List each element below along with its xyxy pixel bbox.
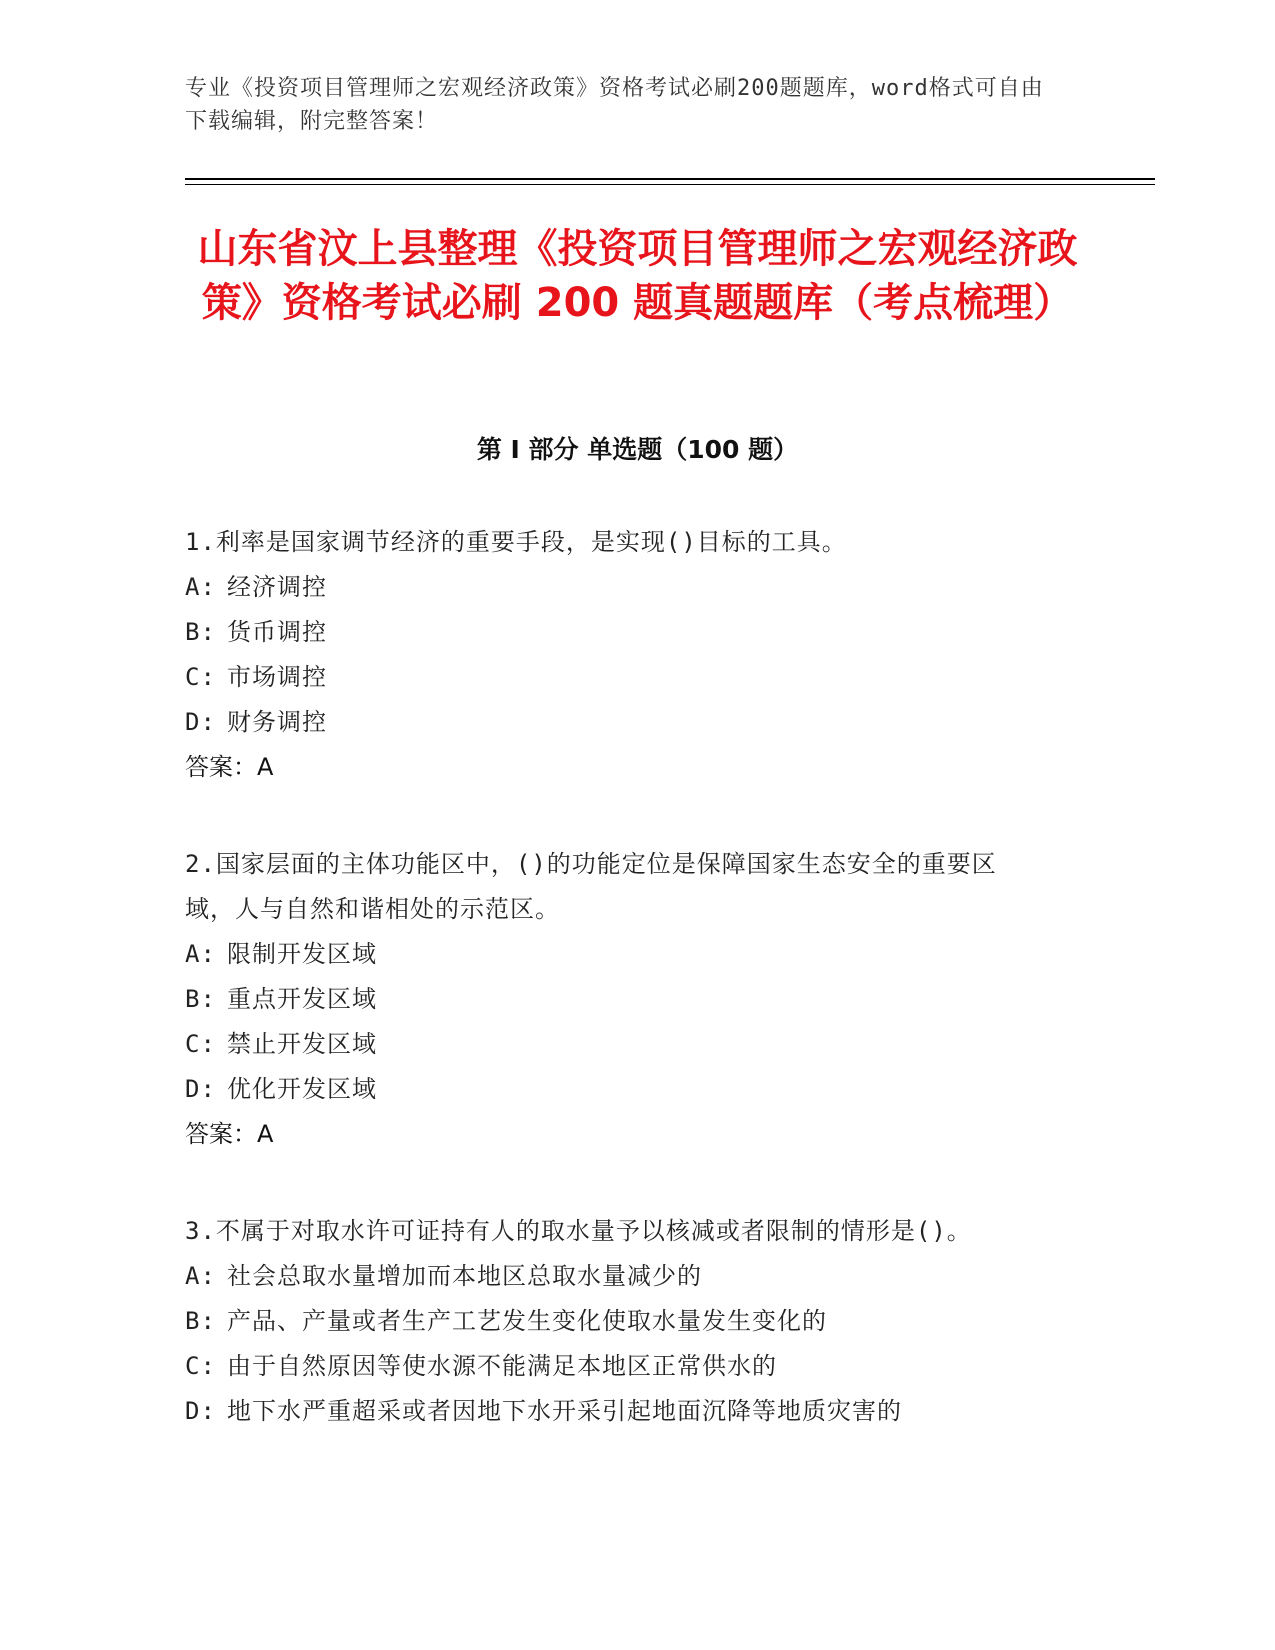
option-b [185,977,1045,1022]
section-title: 第 I 部分 单选题（100 题） [476,435,799,464]
option-key: B: [185,1307,216,1335]
option-c [185,1344,1045,1389]
option-key: A: [185,1262,216,1290]
option-key: B: [185,618,216,646]
question-stem: 1.利率是国家调节经济的重要手段，是实现()目标的工具。 [185,528,847,556]
option-text: 优化开发区域 [227,1075,377,1103]
option-text: 地下水严重超采或者因地下水开采引起地面沉降等地质灾害的 [227,1397,902,1425]
answer: 答案：A [185,753,274,781]
option-key: C: [185,663,216,691]
option-text: 重点开发区域 [227,985,377,1013]
answer: 答案：A [185,1120,274,1148]
option-text: 由于自然原因等使水源不能满足本地区正常供水的 [227,1352,777,1380]
option-text: 财务调控 [227,708,327,736]
option-text: 产品、产量或者生产工艺发生变化使取水量发生变化的 [227,1307,827,1335]
option-text: 限制开发区域 [227,940,377,968]
option-key: A: [185,940,216,968]
option-a [185,932,1045,977]
option-key: B: [185,985,216,1013]
header-divider-thin [185,184,1155,185]
option-d [185,700,1045,745]
option-b [185,1299,1045,1344]
option-b [185,610,1045,655]
header-note: 专业《投资项目管理师之宏观经济政策》资格考试必刷200题题库，word格式可自由下载编辑，附完整答案！ [185,76,1044,134]
question-3 [185,1209,1045,1434]
option-key: D: [185,708,216,736]
header-divider-thick [185,178,1155,180]
option-text: 禁止开发区域 [227,1030,377,1058]
option-key: C: [185,1352,216,1380]
option-key: D: [185,1397,216,1425]
option-c [185,1022,1045,1067]
option-text: 货币调控 [227,618,327,646]
option-text: 经济调控 [227,573,327,601]
option-d [185,1067,1045,1112]
option-key: A: [185,573,216,601]
question-stem: 3.不属于对取水许可证持有人的取水量予以核减或者限制的情形是()。 [185,1217,972,1245]
option-c [185,655,1045,700]
option-text: 市场调控 [227,663,327,691]
question-list [185,520,1045,1486]
option-a [185,1254,1045,1299]
question-2 [185,842,1045,1157]
document-title: 山东省汶上县整理《投资项目管理师之宏观经济政策》资格考试必刷 200 题真题题库（考点梳理） [197,226,1078,326]
option-text: 社会总取水量增加而本地区总取水量减少的 [227,1262,702,1290]
option-d [185,1389,1045,1434]
option-key: D: [185,1075,216,1103]
option-key: C: [185,1030,216,1058]
option-a [185,565,1045,610]
question-stem: 2.国家层面的主体功能区中，()的功能定位是保障国家生态安全的重要区域，人与自然和谐相处的示范区。 [185,850,997,923]
question-1 [185,520,1045,790]
